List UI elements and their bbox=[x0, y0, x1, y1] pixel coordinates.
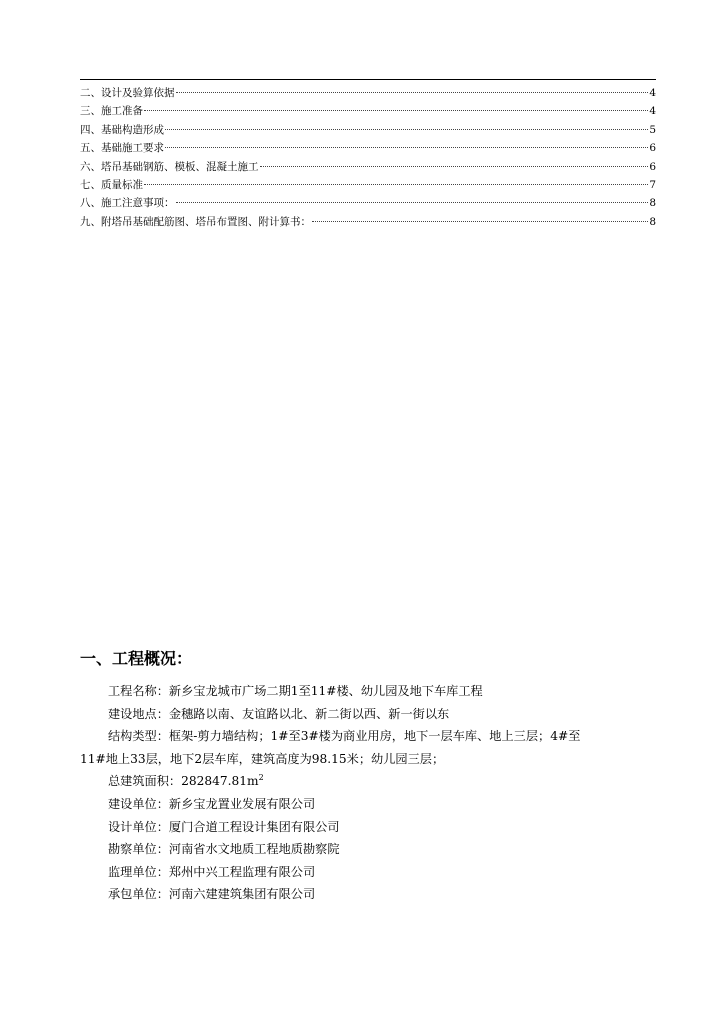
toc-leader bbox=[144, 173, 648, 185]
total-area-superscript: 2 bbox=[258, 773, 264, 783]
section-heading: 一、工程概况： bbox=[80, 649, 193, 668]
toc-page: 5 bbox=[649, 123, 656, 136]
toc-title: 七、质量标准 bbox=[80, 178, 143, 191]
total-area-line bbox=[80, 770, 656, 793]
toc-title: 九、附塔吊基础配筋图、塔吊布置图、附计算书： bbox=[80, 215, 311, 228]
structure-line-2: 11#地上33层，地下2层车库，建筑高度为98.15米；幼儿园三层； bbox=[80, 751, 445, 766]
designer-line: 设计单位：厦门合道工程设计集团有限公司 bbox=[108, 819, 340, 834]
toc-title: 五、基础施工要求 bbox=[80, 142, 164, 155]
toc-leader bbox=[176, 81, 649, 93]
structure-line-1: 结构类型：框架-剪力墙结构；1#至3#楼为商业用房，地下一层车库、地上三层；4#至 bbox=[108, 729, 581, 744]
header-rule bbox=[80, 79, 656, 80]
supervisor-line: 监理单位：郑州中兴工程监理有限公司 bbox=[108, 864, 316, 879]
toc-page: 4 bbox=[649, 105, 656, 118]
toc-title: 二、设计及验算依据 bbox=[80, 87, 175, 99]
toc-title: 八、施工注意事项： bbox=[80, 197, 175, 210]
toc-leader bbox=[144, 99, 648, 111]
toc-page: 6 bbox=[649, 142, 656, 155]
toc-leader bbox=[312, 210, 648, 222]
toc-page: 4 bbox=[649, 87, 656, 99]
toc-page: 8 bbox=[649, 197, 656, 210]
toc-page: 7 bbox=[649, 178, 656, 191]
location-line: 建设地点：金穗路以南、友谊路以北、新二街以西、新一街以东 bbox=[108, 706, 450, 721]
owner-line: 建设单位：新乡宝龙置业发展有限公司 bbox=[108, 796, 316, 811]
survey-line: 勘察单位：河南省水文地质工程地质勘察院 bbox=[108, 842, 340, 857]
project-name-line: 工程名称：新乡宝龙城市广场二期1至11#楼、幼儿园及地下车库工程 bbox=[108, 684, 483, 698]
toc-page: 8 bbox=[649, 215, 656, 228]
toc-leader bbox=[165, 118, 648, 130]
toc-title: 三、施工准备 bbox=[80, 105, 143, 118]
toc-title: 六、塔吊基础钢筋、模板、混凝土施工 bbox=[80, 160, 259, 173]
toc-leader bbox=[176, 191, 649, 203]
toc-leader bbox=[165, 136, 648, 148]
toc-title: 四、基础构造形成 bbox=[80, 123, 164, 136]
total-area-text: 总建筑面积：282847.81m bbox=[108, 774, 259, 789]
table-of-contents bbox=[80, 84, 656, 231]
contractor-line: 承包单位：河南六建建筑集团有限公司 bbox=[108, 887, 316, 902]
section-body bbox=[80, 680, 656, 906]
toc-leader bbox=[260, 155, 649, 167]
toc-page: 6 bbox=[649, 160, 656, 173]
toc-entry[interactable] bbox=[80, 213, 656, 231]
